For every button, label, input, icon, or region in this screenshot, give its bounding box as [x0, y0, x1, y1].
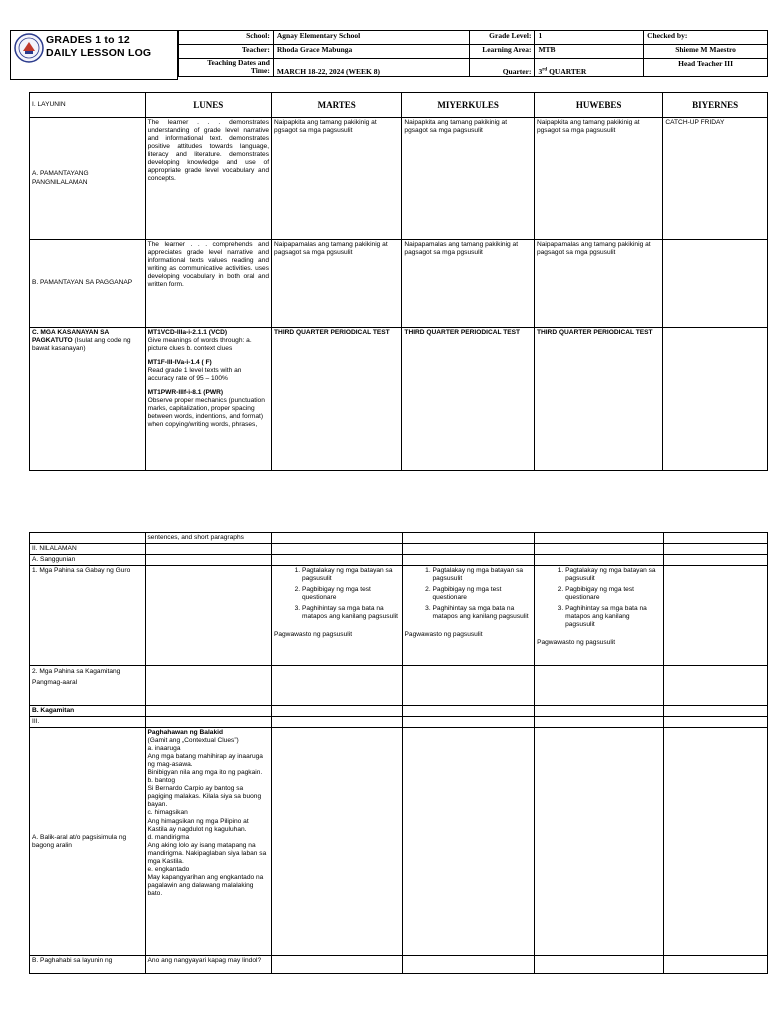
paghahabi-label: B. Paghahabi sa layunin ng: [30, 956, 146, 974]
cell-balik-aral-monday: Paghahawan ng Balakid (Gamit ang „Contextual Clues”) a. inaaruga Ang mga batang mahihirap ay inaaruga ng mag-asawa. Binibigyan nila ang mga ito ng pagkain. b. bantog Si Bernardo Carpio ay bantog sa pagiging malakas. Kilala siya sa buong bayan. c. himagsikan Ang himagsikan ng mga Pilipino at Kastila ay nagdulot ng kaguluhan. d. mandirigma Ang aking lolo ay isang matapang na mandirigma. Nakipaglaban siya laban sa mga Kastila. e. engkantado May kapangyarihan ang engkantado na pagalawin ang dalawang malalaking bato.: [145, 728, 271, 956]
area-label: Learning Area:: [469, 45, 535, 59]
cell-c-friday: [663, 328, 768, 471]
deped-seal-icon: [14, 33, 44, 63]
kagamitang-label: 2. Mga Pahina sa Kagamitang Pangmag-aaral: [30, 666, 146, 706]
day-monday: LUNES: [145, 93, 271, 118]
cell-b-thursday: Naipapamalas ang tamang pakikinig at pagsagot sa mga pgsusulit: [534, 240, 662, 328]
form-title-line1: GRADES 1 to 12: [46, 34, 130, 46]
dates-value: MARCH 18-22, 2024 (WEEK 8): [273, 59, 469, 77]
competency-code-1: MT1VCD-IIIa-i-2.1.1 (VCD): [147, 329, 228, 336]
quarter-label: Quarter:: [469, 59, 535, 77]
cell-b-monday: The learner . . . comprehends and appreciates grade level narrative and informational texts values reading and writing as communicative activities. uses developing vocabulary in both oral and written form.: [145, 240, 271, 328]
school-value: Agnay Elementary School: [273, 31, 469, 45]
balik-aral-label: A. Balik-aral at/o pagsisimula ng bagong aralin: [30, 728, 146, 956]
competency-text-3: Observe proper mechanics (punctuation marks, capitalization, proper spacing between words, indentions, and format) when copying/writing words, phrases,: [147, 397, 265, 429]
school-label: School:: [179, 31, 274, 45]
continued-text: sentences, and short paragraphs: [145, 533, 271, 544]
lesson-log-table: [29, 92, 768, 471]
day-tuesday: MARTES: [272, 93, 402, 118]
row-label-kasanayan: C. MGA KASANAYAN SA PAGKATUTO (Isulat ang code ng bawat kasanayan): [30, 328, 146, 471]
area-value: MTB: [535, 45, 644, 59]
section-iii-label: III.: [30, 717, 146, 728]
competency-code-3: MT1PWR-IIIf-i-8.1 (PWR): [147, 389, 224, 397]
cell-c-tuesday: THIRD QUARTER PERIODICAL TEST: [272, 328, 402, 471]
cell-a-wednesday: Naipapkita ang tamang pakikinig at pgsagot sa mga pagsusulit: [402, 118, 535, 240]
kagamitan-label: B. Kagamitan: [30, 706, 146, 717]
checker-title: Head Teacher III: [644, 59, 768, 77]
row-label-pamantayan-sa-pagganap: B. PAMANTAYAN SA PAGGANAP: [30, 240, 146, 328]
cell-a-monday: The learner . . . demonstrates understanding of grade level narrative and informational text. demonstrates positive attitudes towards language, literacy and literature. demonstrates developing knowledge and use of appropriate grade level vocabulary and concepts.: [145, 118, 271, 240]
quarter-value: 3rd QUARTER: [535, 59, 644, 77]
day-thursday: HUWEBES: [534, 93, 662, 118]
competency-text-1: Give meanings of words through: a. picture clues b. context clues: [147, 337, 252, 353]
teacher-value: Rhoda Grace Mabunga: [273, 45, 469, 59]
cell-c-thursday: THIRD QUARTER PERIODICAL TEST: [534, 328, 662, 471]
cell-gabay-tuesday: 1. Pagtalakay ng mga batayan sa pagsusulit 2. Pagbibigay ng mga test questionare 3. Paghihintay sa mga bata na matapos ang kanilang pagsusulit Pagwawasto ng pagsusulit: [271, 566, 402, 666]
cell-gabay-thursday: 1. Pagtalakay ng mga batayan sa pagsusulit 2. Pagbibigay ng mga test questionare 3. Paghihintay sa mga bata na matapos ang kanilang pagsusulit Pagwawasto ng pagsusulit: [535, 566, 664, 666]
competency-text-2: Read grade 1 level texts with an accuracy rate of 95 – 100%: [147, 367, 242, 383]
sanggunian-label: A. Sanggunian: [30, 555, 146, 566]
gabay-label: 1. Mga Pahina sa Gabay ng Guro: [30, 566, 146, 666]
nilalaman-label: II. NILALAMAN: [30, 544, 146, 555]
competency-code-2: MT1F-III-IVa-i-1.4 ( F): [147, 359, 212, 367]
cell-paghahabi-monday: Ano ang nangyayari kapag may lindol?: [145, 956, 271, 974]
checked-by-label: Checked by:: [644, 31, 768, 45]
cell-b-friday: [663, 240, 768, 328]
cell-c-wednesday: THIRD QUARTER PERIODICAL TEST: [402, 328, 535, 471]
cell-a-tuesday: Naipapkita ang tamang pakikinig at pgsagot sa mga pagsusulit: [272, 118, 402, 240]
cell-c-monday: [145, 328, 271, 471]
grade-value: 1: [535, 31, 644, 45]
cell-b-tuesday: Naipapamalas ang tamang pakikinig at pagsagot sa mga pgsusulit: [272, 240, 402, 328]
checker-name: Shieme M Maestro: [644, 45, 768, 59]
cell-a-friday: CATCH-UP FRIDAY: [663, 118, 768, 240]
cell-a-thursday: Naipapkita ang tamang pakikinig at pgsagot sa mga pagsusulit: [534, 118, 662, 240]
cell-b-wednesday: Naipapamalas ang tamang pakikinig at pagsagot sa mga pgsusulit: [402, 240, 535, 328]
day-friday: BIYERNES: [663, 93, 768, 118]
cell-gabay-wednesday: 1. Pagtalakay ng mga batayan sa pagsusulit 2. Pagbibigay ng mga test questionare 3. Paghihintay sa mga bata na matapos ang kanilang pagsusulit Pagwawasto ng pagsusulit: [402, 566, 535, 666]
header-info-table: [178, 30, 768, 77]
row-label-pamantayang-pangnilalaman: A. PAMANTAYANG PANGNILALAMAN: [30, 118, 146, 240]
day-wednesday: MIYERKULES: [402, 93, 535, 118]
form-title-line2: DAILY LESSON LOG: [46, 47, 152, 59]
teacher-label: Teacher:: [179, 45, 274, 59]
layunin-header: I. LAYUNIN: [30, 93, 146, 118]
grade-label: Grade Level:: [469, 31, 535, 45]
dates-label: Teaching Dates and Time:: [179, 59, 274, 77]
lesson-log-table-continued: [29, 532, 768, 974]
